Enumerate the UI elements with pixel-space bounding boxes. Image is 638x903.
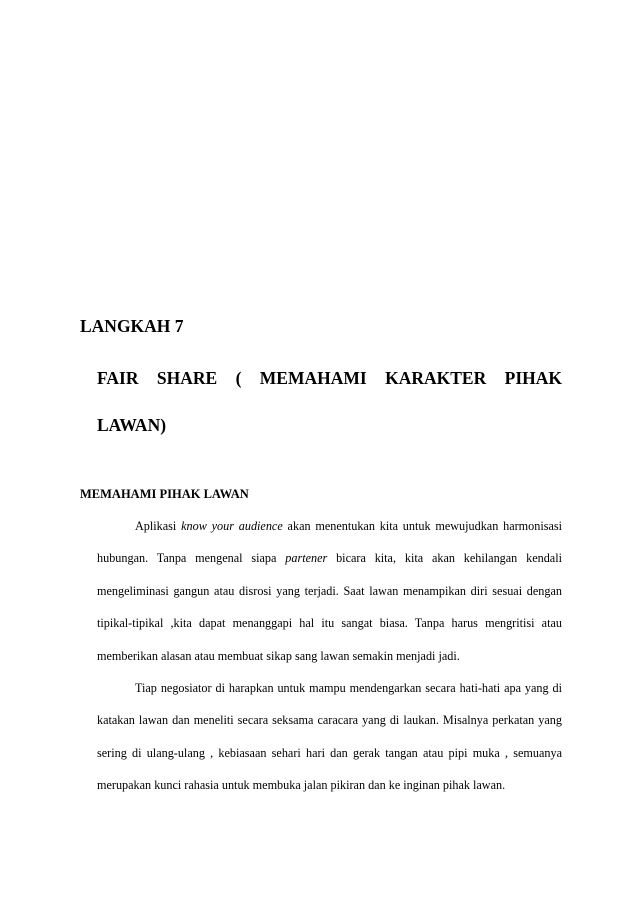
paragraph-1 [97, 510, 562, 672]
chapter-number: LANGKAH 7 [80, 316, 184, 336]
chapter-title: FAIR SHARE ( MEMAHAMI KARAKTER PIHAK LAWAN) [97, 368, 562, 435]
paragraph-1-italic-term-1: know your audience [181, 519, 283, 533]
paragraph-1-text-end: bicara kita, kita akan kehilangan kendali mengeliminasi gangun atau disrosi yang terjadi. Saat lawan menampikan diri sesuai dengan tipikal-tipikal ,kita dapat menanggapi hal itu sangat biasa. Tanpa harus mengritisi atau memberikan alasan atau membuat sikap sang lawan semakin menjadi jadi. [97, 551, 562, 663]
paragraph-1-text-start: Aplikasi [135, 519, 182, 533]
section-heading: MEMAHAMI PIHAK LAWAN [80, 487, 249, 501]
paragraph-1-italic-term-2: partener [285, 551, 328, 566]
paragraph-1-text-middle: akan menentukan kita untuk mewujudkan harmonisasi hubungan. Tanpa mengenal siapa [97, 519, 562, 566]
paragraph-2: Tiap negosiator di harapkan untuk mampu mendengarkan secara hati-hati apa yang di katakan lawan dan meneliti secara seksama caracara yang di laukan. Misalnya perkatan yang sering di ulang-ulang , kebiasaan sehari hari dan gerak tangan atau pipi muka , semuanya merupakan kunci rahasia untuk membuka jalan pikiran dan ke inginan pihak lawan. [97, 681, 562, 793]
